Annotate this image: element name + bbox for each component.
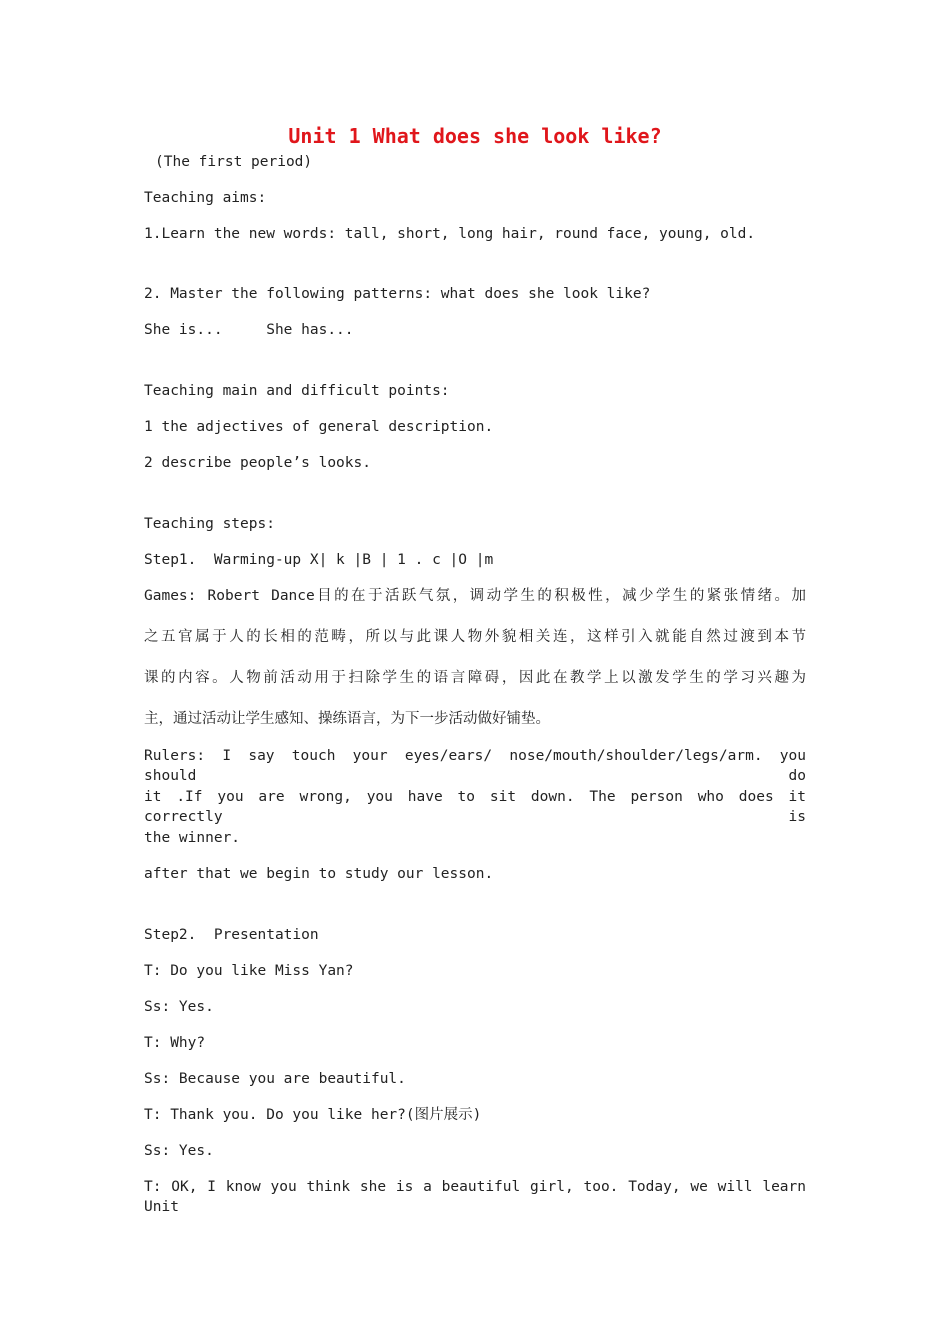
document-subtitle: (The first period) xyxy=(155,154,313,170)
document-title: Unit 1 What does she look like? xyxy=(288,124,662,148)
dialogue-line-6: Ss: Yes. xyxy=(144,1143,214,1159)
games-paragraph-line-1: Games: Robert Dance目的在于活跃气氛，调动学生的积极性，减少学生的紧张情绪。加 xyxy=(144,588,806,604)
rules-line-2: it .If you are wrong, you have to sit down. The person who does it correctly is xyxy=(144,789,806,825)
dialogue-line-5: T: Thank you. Do you like her?(图片展示) xyxy=(144,1107,482,1123)
dialogue-line-1: T: Do you like Miss Yan? xyxy=(144,963,354,979)
step2-heading: Step2. Presentation xyxy=(144,927,319,943)
rules-line-1: Rulers: I say touch your eyes/ears/ nose/mouth/shoulder/legs/arm. you should do xyxy=(144,748,806,784)
main-point-2: 2 describe people’s looks. xyxy=(144,455,371,471)
main-points-heading: Teaching main and difficult points: xyxy=(144,383,450,399)
rules-line-3: the winner. xyxy=(144,830,241,846)
games-paragraph-line-4: 主，通过活动让学生感知、操练语言，为下一步活动做好铺垫。 xyxy=(144,711,550,727)
games-paragraph-line-3: 课的内容。人物前活动用于扫除学生的语言障碍，因此在教学上以激发学生的学习兴趣为 xyxy=(144,670,806,686)
dialogue-line-7: T: OK, I know you think she is a beautiful girl, too. Today, we will learn Unit xyxy=(144,1179,806,1215)
step1-heading: Step1. Warming-up X| k |B | 1 . c |O |m xyxy=(144,552,494,568)
aim-2-patterns: She is... She has... xyxy=(144,322,354,338)
games-paragraph-line-2: 之五官属于人的长相的范畴，所以与此课人物外貌相关连，这样引入就能自然过渡到本节 xyxy=(144,629,806,645)
dialogue-line-4: Ss: Because you are beautiful. xyxy=(144,1071,406,1087)
teaching-steps-heading: Teaching steps: xyxy=(144,516,275,532)
dialogue-line-2: Ss: Yes. xyxy=(144,999,214,1015)
rules-line-4: after that we begin to study our lesson. xyxy=(144,866,494,882)
dialogue-line-3: T: Why? xyxy=(144,1035,206,1051)
teaching-aims-heading: Teaching aims: xyxy=(144,190,267,206)
aim-2: 2. Master the following patterns: what does she look like? xyxy=(144,286,651,302)
main-point-1: 1 the adjectives of general description. xyxy=(144,419,494,435)
aim-1: 1.Learn the new words: tall, short, long hair, round face, young, old. xyxy=(144,226,756,242)
